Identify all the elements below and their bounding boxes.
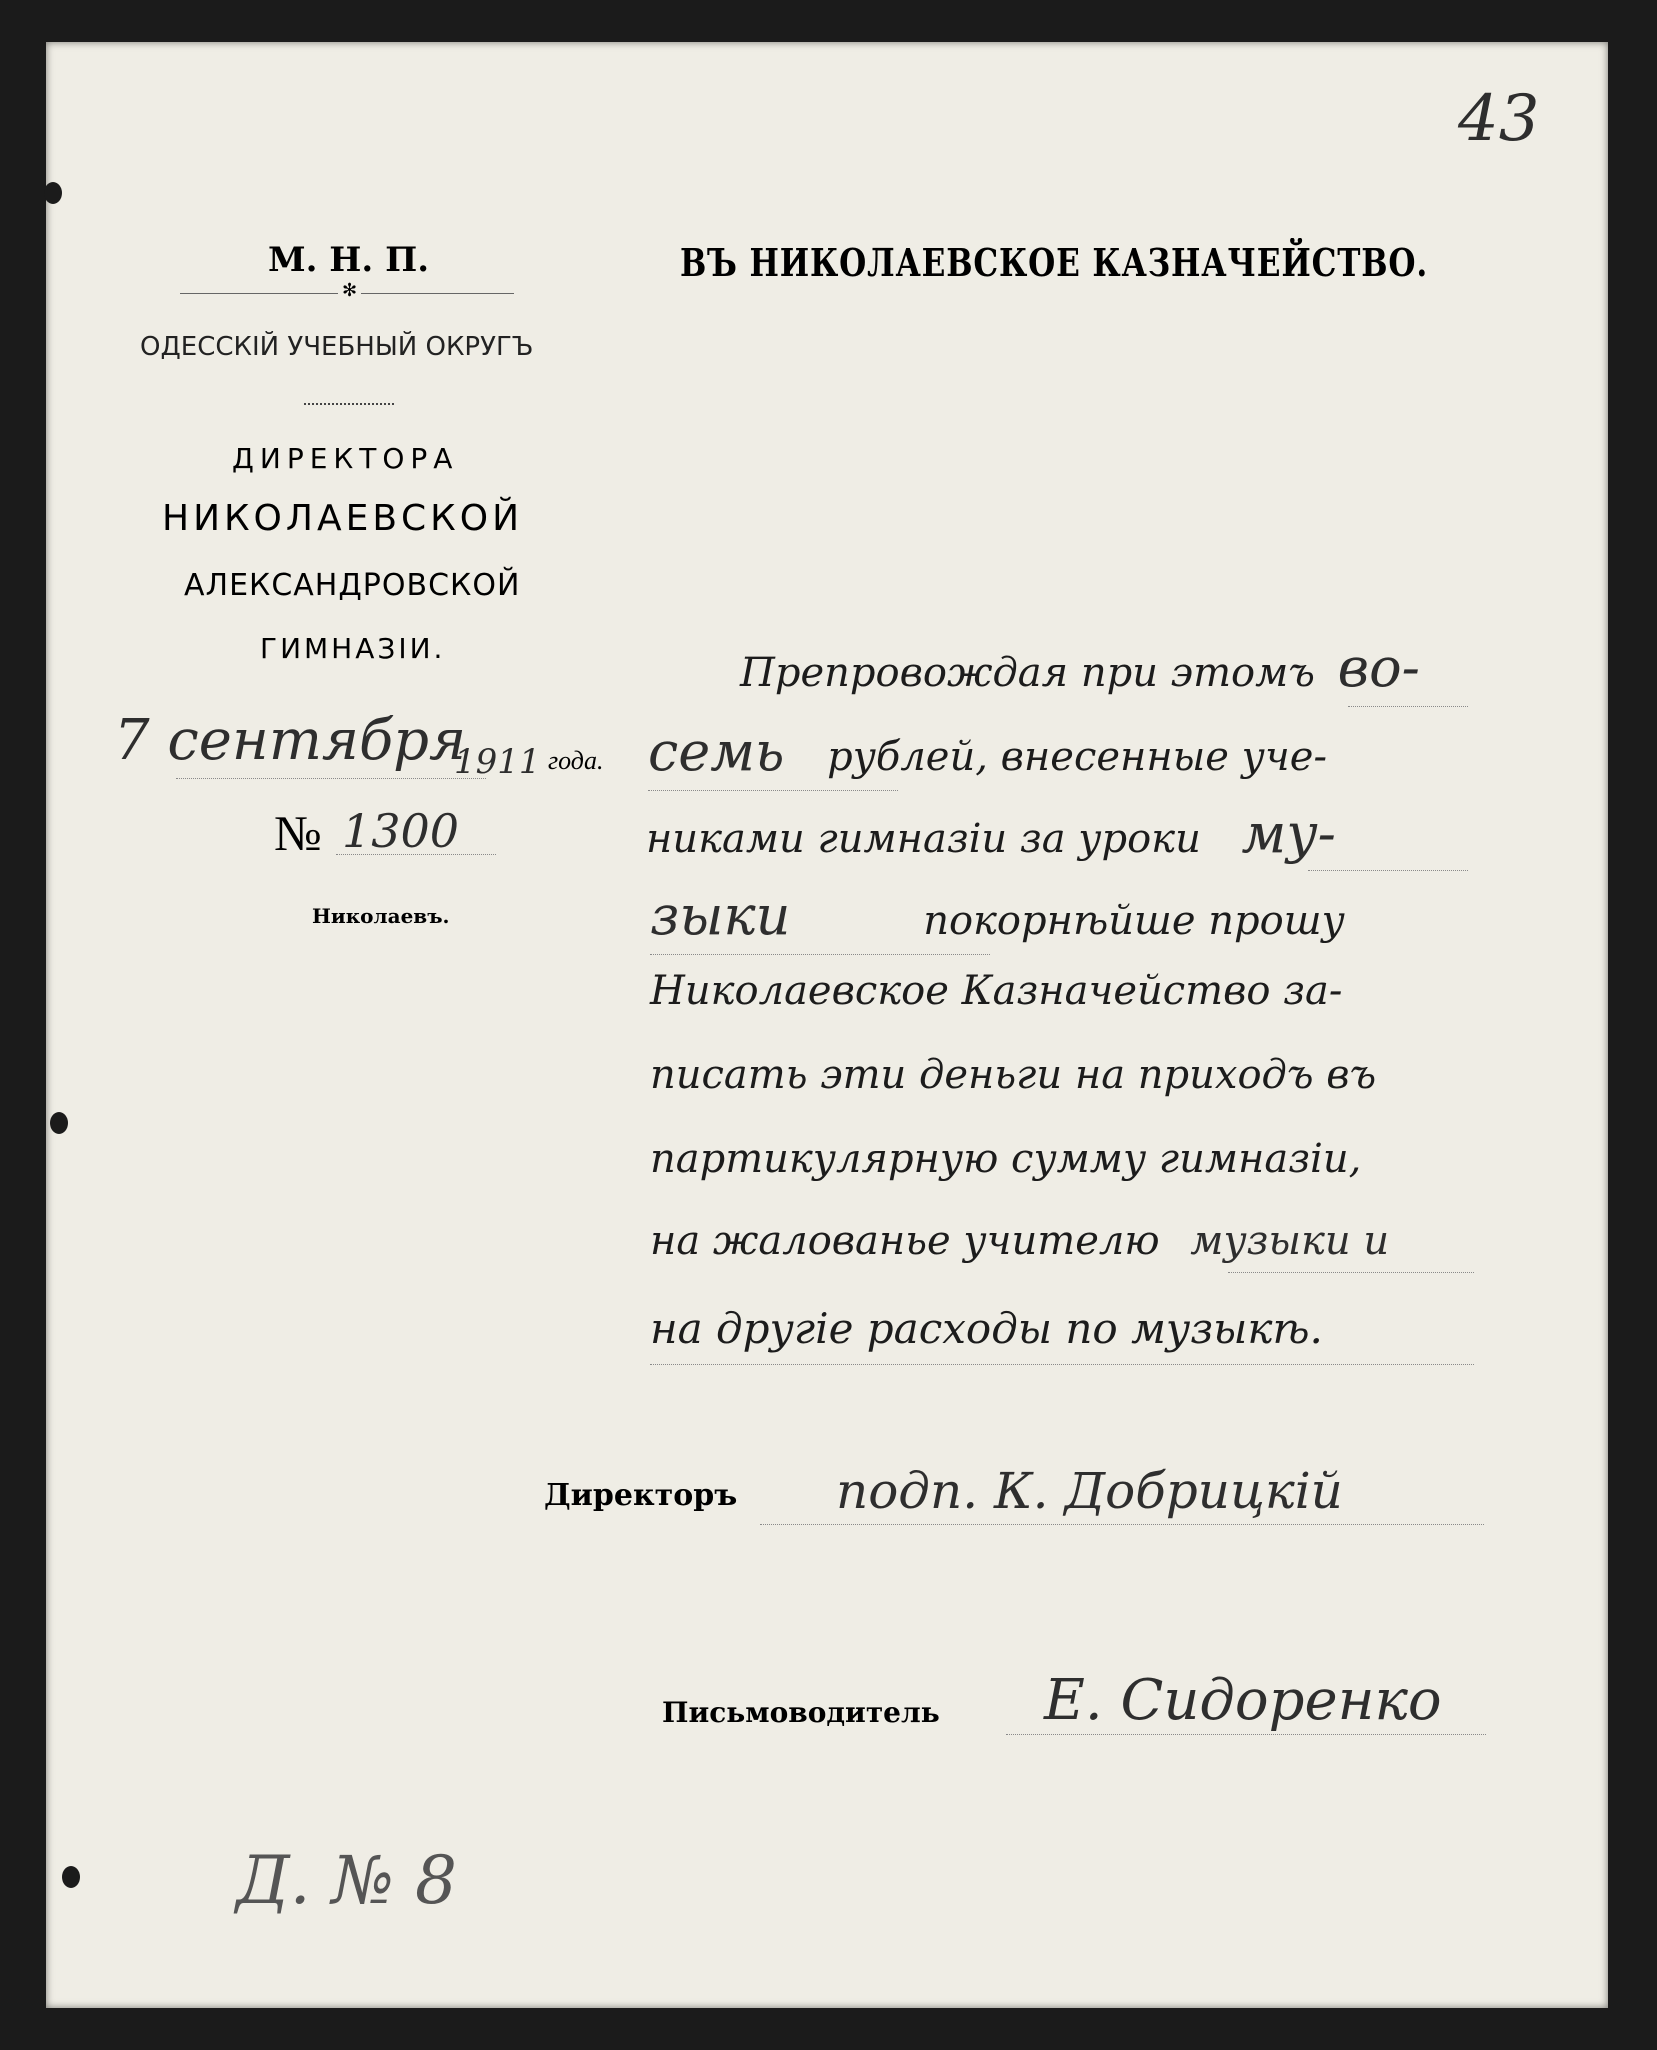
ornament-divider-2	[304, 402, 394, 406]
binding-hole-1	[44, 182, 62, 204]
body-line-2	[648, 720, 1327, 783]
letterhead-line1: ДИРЕКТОРА	[232, 442, 459, 475]
body-line-3	[646, 802, 1336, 865]
clerk-label: Письмоводитель	[662, 1696, 940, 1729]
district-name: ОДЕССКІЙ УЧЕБНЫЙ ОКРУГЪ	[140, 332, 534, 362]
addressee-heading: ВЪ НИКОЛАЕВСКОЕ КАЗНАЧЕЙСТВО.	[680, 240, 1429, 285]
date-underline	[176, 778, 486, 779]
body-line-3-hand: му-	[1241, 802, 1336, 865]
body-line-4	[650, 884, 1345, 947]
ministry-abbr: М. Н. П.	[268, 240, 430, 280]
city-name: Николаевъ.	[312, 904, 450, 928]
clerk-sign-line	[1006, 1734, 1486, 1735]
letterhead-line3: АЛЕКСАНДРОВСКОЙ	[184, 568, 521, 603]
body-line-3-print: никами гимназіи за уроки	[646, 816, 1201, 862]
body-line-5: Николаевское Казначейство за-	[650, 968, 1343, 1014]
ornament-divider: ✻	[180, 286, 514, 300]
director-signature: подп. К. Добрицкій	[836, 1462, 1343, 1520]
binding-hole-2	[50, 1112, 68, 1134]
body-line-1	[740, 636, 1420, 699]
date-handwritten: 7 сентября	[114, 708, 467, 773]
director-sign-line	[760, 1524, 1484, 1525]
director-label: Директоръ	[544, 1478, 738, 1513]
letterhead-line4: ГИМНАЗІИ.	[260, 632, 446, 665]
fill-line-2	[648, 790, 898, 791]
clerk-signature: Е. Сидоренко	[1044, 1668, 1442, 1733]
year-suffix: года.	[548, 746, 604, 775]
number-label: №	[274, 805, 322, 861]
fill-line-4	[650, 954, 990, 955]
body-line-1-print: Препровождая при этомъ	[740, 650, 1315, 696]
fill-line-9	[650, 1364, 1474, 1365]
number-handwritten: 1300	[342, 804, 460, 858]
body-line-2-hand: семь	[648, 720, 785, 783]
page-number: 43	[1458, 82, 1540, 156]
fill-line-1	[1348, 706, 1468, 707]
letterhead-line2: НИКОЛАЕВСКОЙ	[162, 498, 523, 539]
body-line-1-hand: во-	[1337, 636, 1420, 699]
body-line-7: партикулярную сумму гимназіи,	[650, 1136, 1362, 1182]
binding-hole-3	[62, 1866, 80, 1888]
body-line-4-hand: зыки	[650, 884, 791, 947]
fill-line-8	[1228, 1272, 1474, 1273]
fill-line-3	[1308, 870, 1468, 871]
body-line-2-print: рублей, внесенные уче-	[827, 734, 1327, 780]
year-handwritten: 1911	[454, 742, 541, 782]
document-sheet	[46, 42, 1608, 2008]
body-line-8-hand: музыки и	[1190, 1218, 1390, 1264]
body-line-6: писать эти деньги на приходъ въ	[650, 1052, 1377, 1098]
archive-note: Д. № 8	[236, 1842, 458, 1919]
body-line-9: на другіе расходы по музыкѣ.	[650, 1304, 1323, 1353]
body-line-8	[650, 1218, 1389, 1264]
body-line-4-print: покорнѣйше прошу	[923, 898, 1345, 944]
body-line-8-print: на жалованье учителю	[650, 1218, 1160, 1264]
